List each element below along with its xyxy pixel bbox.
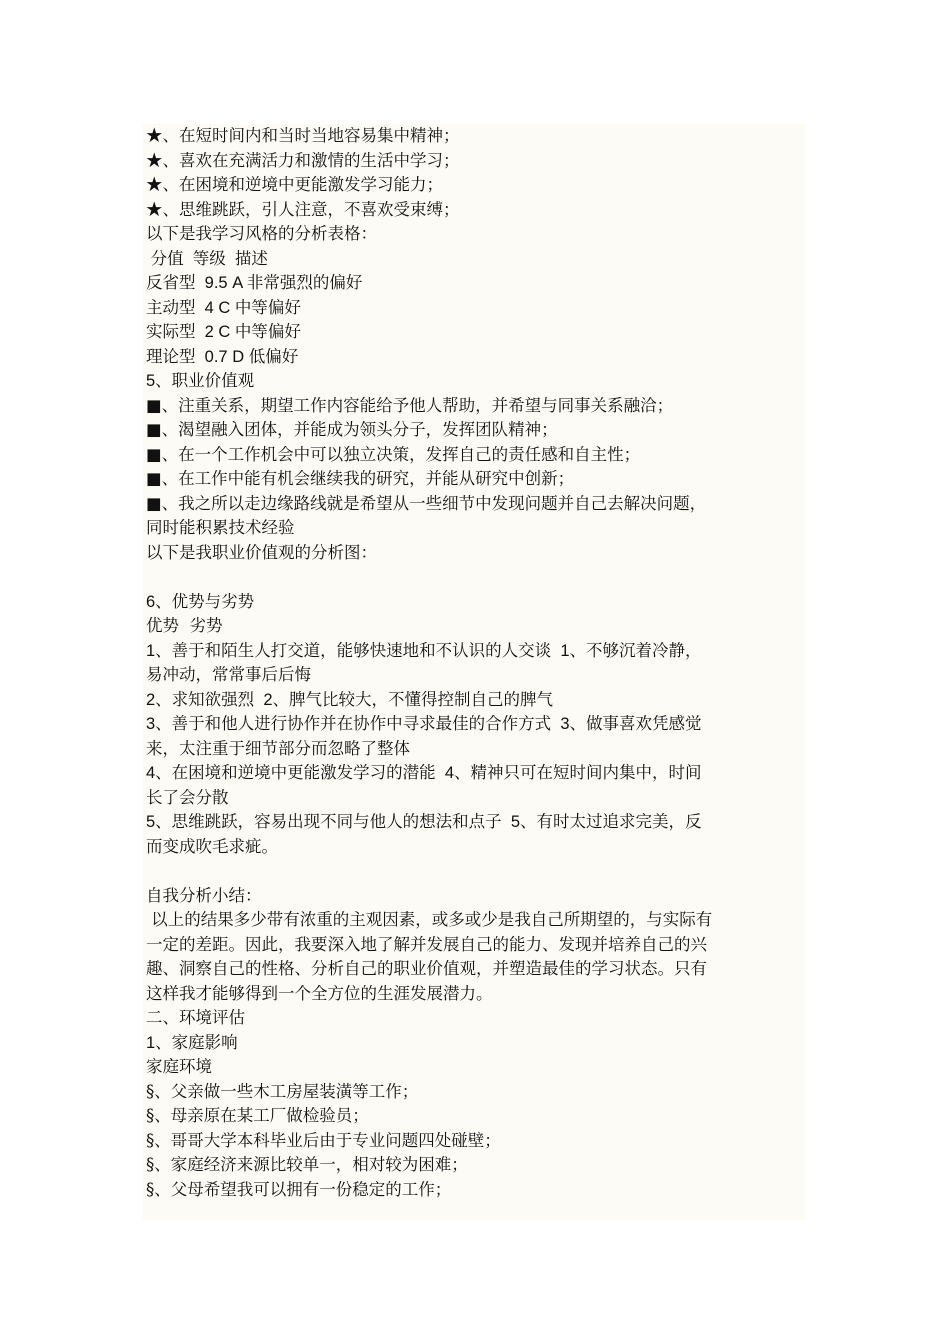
blank-line bbox=[146, 859, 805, 884]
table-header: 分值 等级 描述 bbox=[146, 249, 268, 268]
strengths-header: 优势 劣势 bbox=[146, 616, 223, 635]
blank-line bbox=[146, 565, 805, 590]
trait-line: ★、喜欢在充满活力和激情的生活中学习； bbox=[146, 150, 460, 170]
strength-line: 3、善于和他人进行协作并在协作中寻求最佳的合作方式 3、做事喜欢凭感觉 bbox=[146, 715, 702, 733]
chart-intro: 以下是我职业价值观的分析图： bbox=[146, 542, 377, 562]
summary-line: 这样我才能够得到一个全方位的生涯发展潜力。 bbox=[146, 983, 493, 1003]
table-row: 主动型 4 C 中等偏好 bbox=[146, 298, 301, 317]
section-heading: 5、职业价值观 bbox=[146, 372, 255, 390]
subsection-heading: 家庭环境 bbox=[146, 1057, 212, 1076]
value-line: 同时能积累技术经验 bbox=[146, 518, 295, 537]
table-intro: 以下是我学习风格的分析表格： bbox=[146, 224, 377, 243]
family-item: §、父亲做一些木工房屋装潢等工作； bbox=[146, 1081, 419, 1101]
strength-line: 来，太注重于细节部分而忽略了整体 bbox=[146, 738, 410, 758]
strength-line: 1、善于和陌生人打交道，能够快速地和不认识的人交谈 1、不够沉着冷静， bbox=[146, 641, 702, 660]
strength-line: 而变成吹毛求疵。 bbox=[146, 836, 278, 856]
family-item: §、母亲原在某工厂做检验员； bbox=[146, 1106, 369, 1125]
table-row: 理论型 0.7 D 低偏好 bbox=[146, 347, 299, 366]
trait-line: ★、在困境和逆境中更能激发学习能力； bbox=[146, 175, 443, 194]
strength-line: 4、在困境和逆境中更能激发学习的潜能 4、精神只可在短时间内集中，时间 bbox=[146, 764, 702, 782]
family-item: §、哥哥大学本科毕业后由于专业问题四处碰壁； bbox=[146, 1130, 501, 1150]
section-heading: 6、优势与劣势 bbox=[146, 592, 255, 611]
value-line: ■、在一个工作机会中可以独立决策，发挥自己的责任感和自主性； bbox=[146, 444, 641, 464]
strength-line: 2、求知欲强烈 2、脾气比较大，不懂得控制自己的脾气 bbox=[146, 690, 554, 709]
summary-line: 以上的结果多少带有浓重的主观因素，或多或少是我自己所期望的，与实际有 bbox=[146, 910, 713, 929]
value-line: ■、我之所以走边缘路线就是希望从一些细节中发现问题并自己去解决问题， bbox=[146, 493, 707, 513]
table-row: 反省型 9.5 A 非常强烈的偏好 bbox=[146, 274, 363, 292]
summary-line: 一定的差距。因此，我要深入地了解并发展自己的能力、发现并培养自己的兴 bbox=[146, 934, 707, 954]
trait-line: ★、思维跳跃，引人注意，不喜欢受束缚； bbox=[146, 199, 460, 219]
strength-line: 长了会分散 bbox=[146, 787, 229, 807]
value-line: ■、注重关系，期望工作内容能给予他人帮助，并希望与同事关系融洽； bbox=[146, 395, 674, 415]
table-row: 实际型 2 C 中等偏好 bbox=[146, 323, 301, 341]
value-line: ■、在工作中能有机会继续我的研究，并能从研究中创新； bbox=[146, 469, 575, 488]
strength-line: 5、思维跳跃，容易出现不同与他人的想法和点子 5、有时太过追求完美，反 bbox=[146, 813, 702, 831]
summary-line: 趣、洞察自己的性格、分析自己的职业价值观，并塑造最佳的学习状态。只有 bbox=[146, 959, 707, 978]
strength-line: 易冲动，常常事后后悔 bbox=[146, 665, 311, 684]
summary-heading: 自我分析小结： bbox=[146, 885, 262, 905]
section-heading: 二、环境评估 bbox=[146, 1008, 245, 1027]
document-content bbox=[143, 124, 805, 1220]
subsection-heading: 1、家庭影响 bbox=[146, 1033, 238, 1052]
family-item: §、父母希望我可以拥有一份稳定的工作； bbox=[146, 1179, 452, 1199]
value-line: ■、渴望融入团体，并能成为领头分子，发挥团队精神； bbox=[146, 420, 558, 439]
family-item: §、家庭经济来源比较单一，相对较为困难； bbox=[146, 1155, 468, 1174]
trait-line: ★、在短时间内和当时当地容易集中精神； bbox=[146, 126, 460, 145]
